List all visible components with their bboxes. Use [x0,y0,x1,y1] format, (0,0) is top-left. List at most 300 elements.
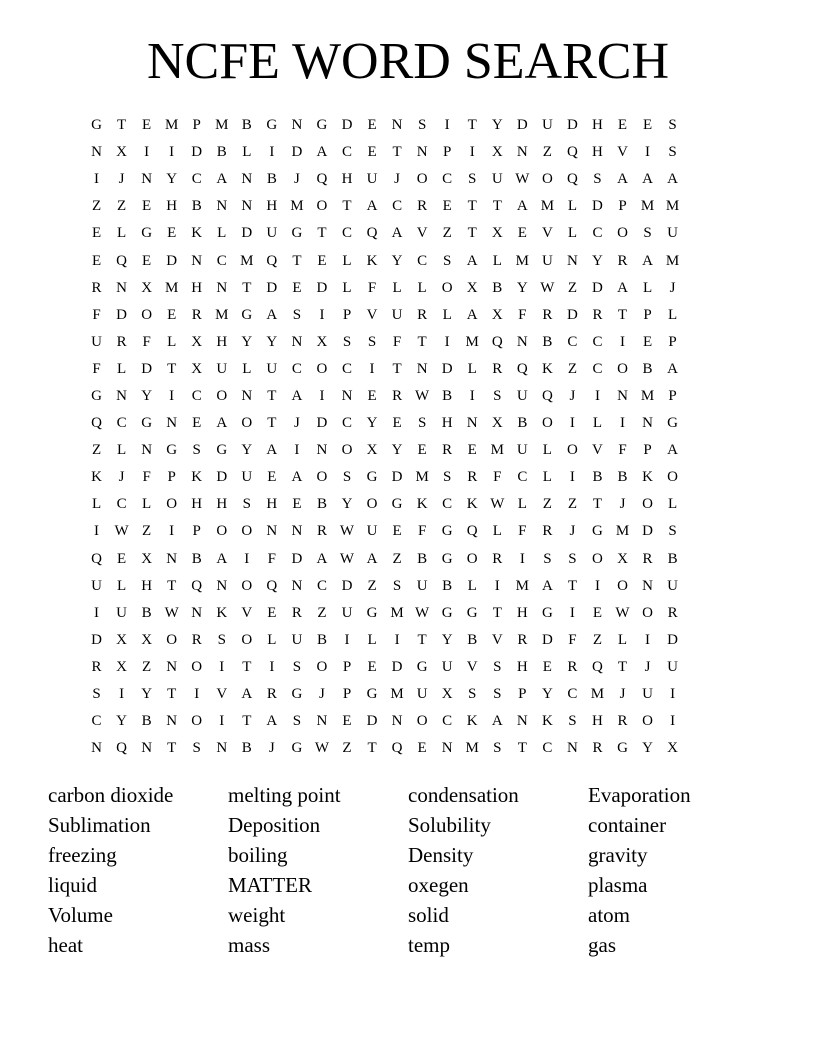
grid-letter: Z [592,631,603,648]
grid-letter: E [342,713,352,730]
grid-letter: N [516,333,528,350]
grid-letter: V [541,225,553,242]
grid-letter: M [615,523,630,540]
grid-letter: L [492,523,502,540]
grid-letter: A [266,713,278,730]
grid-letter: Z [567,279,577,296]
grid-letter: F [392,333,402,350]
grid-letter: G [541,604,553,621]
grid-letter: N [291,523,303,540]
grid-letter: D [391,658,403,675]
grid-letter: C [291,360,302,377]
grid-letter: H [266,198,278,215]
grid-letter: T [592,496,603,513]
grid-letter: C [191,387,202,404]
grid-letter: R [392,387,403,404]
grid-letter: E [417,442,427,459]
grid-letter: U [366,523,378,540]
grid-letter: N [166,550,178,567]
grid-letter: O [416,171,428,188]
grid-letter: D [592,198,603,215]
word-list-item: plasma [588,873,648,897]
grid-letter: L [668,306,678,323]
grid-letter: E [467,442,477,459]
word-list-item: liquid [48,873,98,897]
grid-letter: Z [116,198,127,215]
grid-letter: T [467,117,477,134]
grid-letter: I [144,144,150,161]
grid-letter: D [516,117,528,134]
grid-letter: X [141,631,153,648]
grid-letter: N [341,387,353,404]
grid-letter: I [494,577,500,594]
grid-letter: O [191,658,203,675]
grid-letter: N [466,415,478,432]
grid-letter: M [215,306,229,323]
grid-letter: N [642,415,653,432]
grid-letter: B [417,550,428,567]
grid-letter: L [492,252,502,269]
grid-letter: L [467,360,477,377]
grid-letter: E [642,333,653,350]
grid-letter: U [491,171,503,188]
grid-letter: B [617,469,628,486]
grid-letter: E [167,306,177,323]
grid-letter: D [291,144,303,161]
grid-letter: M [465,333,479,350]
grid-letter: V [592,442,603,459]
grid-letter: L [342,279,352,296]
grid-row [84,247,736,274]
grid-letter: B [316,496,327,513]
grid-letter: Q [491,333,503,350]
grid-letter: H [216,496,228,513]
grid-letter: R [191,306,202,323]
grid-letter: O [216,523,228,540]
grid-letter: M [540,198,555,215]
grid-letter: N [416,144,428,161]
grid-letter: S [292,713,302,730]
grid-letter: Z [142,523,152,540]
grid-letter: I [169,144,175,161]
grid-letter: R [91,658,102,675]
grid-letter: X [366,442,378,459]
grid-letter: C [392,198,403,215]
grid-letter: F [367,279,377,296]
grid-letter: N [216,198,228,215]
grid-letter: A [541,577,553,594]
grid-letter: J [118,171,125,188]
grid-letter: O [617,225,628,242]
grid-letter: G [592,523,603,540]
word-list-item: Density [408,843,474,867]
grid-letter: L [367,631,377,648]
grid-letter: P [342,686,352,703]
grid-letter: N [391,713,403,730]
grid-letter: U [541,117,553,134]
grid-letter: N [291,577,303,594]
grid-letter: U [416,577,428,594]
grid-letter: N [516,144,528,161]
grid-letter: F [493,469,502,486]
grid-letter: T [167,740,177,757]
grid-letter: P [192,117,201,134]
grid-letter: D [566,117,578,134]
grid-letter: D [141,360,153,377]
grid-letter: E [292,279,302,296]
word-list-item: container [588,813,667,837]
grid-row [84,681,736,708]
grid-letter: R [417,198,428,215]
grid-letter: U [441,658,453,675]
grid-letter: E [542,658,552,675]
grid-letter: B [642,360,653,377]
grid-letter: H [441,415,453,432]
grid-letter: I [319,306,325,323]
grid-letter: S [392,577,402,594]
grid-letter: I [369,360,375,377]
grid-letter: X [316,333,328,350]
grid-letter: Y [366,415,378,432]
grid-letter: T [267,387,277,404]
grid-letter: G [141,415,153,432]
grid-letter: I [645,144,651,161]
grid-letter: R [592,740,603,757]
grid-letter: G [466,604,478,621]
grid-letter: D [316,279,328,296]
grid-letter: S [668,117,677,134]
grid-letter: S [493,740,502,757]
grid-letter: M [640,198,655,215]
grid-letter: R [116,333,127,350]
grid-letter: Q [391,740,403,757]
grid-letter: W [415,604,430,621]
grid-letter: G [291,740,303,757]
grid-letter: Y [391,442,403,459]
word-list-item: Volume [48,903,113,927]
grid-letter: K [466,713,478,730]
grid-letter: L [467,577,477,594]
grid-letter: N [141,171,153,188]
grid-letter: O [541,415,553,432]
grid-letter: L [567,198,577,215]
grid-letter: L [642,279,653,296]
grid-letter: N [191,252,203,269]
grid-letter: X [116,631,127,648]
grid-letter: N [266,523,278,540]
grid-letter: P [668,387,677,404]
grid-letter: X [141,279,153,296]
grid-letter: G [91,387,102,404]
grid-letter: S [468,686,477,703]
grid-letter: E [417,740,427,757]
grid-letter: G [216,442,228,459]
grid-row [84,112,736,139]
grid-letter: N [216,279,228,296]
grid-letter: M [590,686,605,703]
grid-row [84,220,736,247]
grid-row [84,708,736,735]
grid-letter: M [164,279,179,296]
grid-letter: D [642,523,653,540]
grid-letter: C [316,577,327,594]
grid-letter: H [592,117,603,134]
grid-letter: L [217,225,227,242]
grid-letter: S [468,171,477,188]
grid-row [84,735,736,762]
grid-letter: W [490,496,505,513]
grid-letter: X [116,144,127,161]
grid-letter: Y [391,252,403,269]
grid-letter: C [542,740,553,757]
grid-letter: T [417,333,427,350]
grid-letter: M [490,442,504,459]
grid-letter: G [416,658,428,675]
grid-letter: W [164,604,179,621]
grid-letter: J [669,279,676,296]
grid-letter: O [316,360,328,377]
grid-letter: S [342,469,352,486]
grid-letter: E [116,550,127,567]
grid-letter: N [291,333,303,350]
grid-letter: B [316,631,327,648]
grid-letter: U [416,686,428,703]
grid-letter: B [667,550,678,567]
grid-letter: I [670,713,676,730]
grid-row [84,600,736,627]
grid-letter: S [493,686,502,703]
grid-letter: B [492,279,503,296]
grid-letter: U [667,225,679,242]
grid-letter: I [469,387,475,404]
grid-letter: T [342,198,352,215]
grid-letter: X [491,225,503,242]
grid-letter: A [667,360,679,377]
word-list-item: temp [408,933,450,957]
grid-letter: Z [542,144,552,161]
grid-letter: A [316,550,328,567]
grid-letter: J [569,387,576,404]
grid-letter: G [391,496,403,513]
grid-letter: N [316,713,328,730]
grid-letter: L [242,144,252,161]
grid-letter: T [267,415,277,432]
word-list-item: Solubility [408,813,491,837]
grid-letter: T [367,740,377,757]
grid-letter: F [142,333,151,350]
word-list-item: Deposition [228,813,321,837]
grid-letter: H [141,577,153,594]
grid-letter: J [569,523,576,540]
grid-letter: G [291,686,303,703]
grid-letter: C [567,333,578,350]
grid-letter: M [640,387,655,404]
grid-letter: A [291,469,303,486]
grid-letter: Z [142,658,152,675]
grid-letter: Q [592,658,603,675]
grid-letter: O [617,577,628,594]
grid-letter: N [91,740,102,757]
grid-letter: W [314,740,330,757]
grid-letter: D [116,306,127,323]
grid-letter: H [191,496,203,513]
grid-letter: R [291,604,302,621]
grid-letter: O [241,631,253,648]
grid-letter: E [392,523,402,540]
grid-letter: O [366,496,378,513]
grid-letter: E [442,198,452,215]
grid-letter: X [466,279,478,296]
grid-letter: R [91,279,102,296]
grid-letter: S [217,631,226,648]
grid-letter: K [191,469,203,486]
grid-letter: F [267,550,277,567]
grid-letter: O [316,198,328,215]
grid-letter: R [542,306,553,323]
grid-letter: A [491,713,503,730]
grid-letter: B [141,604,152,621]
grid-letter: I [94,171,100,188]
grid-letter: C [341,360,352,377]
grid-letter: U [91,333,102,350]
grid-letter: R [492,550,503,567]
grid-row [84,302,736,329]
grid-letter: U [291,631,303,648]
grid-letter: M [290,198,304,215]
grid-letter: O [592,550,603,567]
grid-letter: F [518,523,527,540]
grid-letter: T [617,306,628,323]
grid-letter: O [642,496,653,513]
grid-letter: A [266,442,278,459]
grid-letter: O [241,523,253,540]
grid-letter: M [465,740,479,757]
grid-letter: C [341,144,352,161]
grid-letter: U [516,387,528,404]
grid-letter: E [367,387,377,404]
grid-letter: G [166,442,178,459]
grid-letter: Y [141,686,153,703]
grid-letter: Z [91,198,102,215]
grid-letter: M [390,686,404,703]
grid-letter: I [294,442,300,459]
grid-letter: I [444,117,450,134]
grid-letter: L [392,279,402,296]
grid-letter: G [141,225,153,242]
grid-letter: U [241,469,253,486]
grid-letter: T [167,577,177,594]
grid-letter: O [541,171,553,188]
grid-letter: W [339,550,355,567]
grid-letter: L [91,496,102,513]
grid-letter: L [592,415,603,432]
grid-letter: I [269,144,275,161]
grid-letter: I [94,604,100,621]
grid-letter: L [542,469,552,486]
grid-letter: V [216,686,228,703]
grid-letter: Z [342,740,352,757]
grid-letter: W [339,523,355,540]
grid-letter: G [291,225,303,242]
grid-letter: N [241,198,253,215]
grid-letter: I [569,604,575,621]
grid-letter: A [466,306,478,323]
grid-letter: H [341,171,353,188]
grid-letter: O [441,279,453,296]
grid-letter: E [267,469,277,486]
grid-letter: I [670,686,676,703]
grid-letter: A [291,387,303,404]
word-list-item: Evaporation [588,783,691,807]
grid-letter: K [541,360,553,377]
grid-letter: A [667,171,679,188]
grid-letter: W [540,279,555,296]
grid-letter: Q [91,415,102,432]
grid-letter: K [416,496,428,513]
grid-letter: Z [367,577,377,594]
grid-letter: R [266,686,277,703]
grid-letter: C [341,415,352,432]
grid-letter: C [442,713,453,730]
grid-letter: N [191,604,203,621]
grid-letter: U [266,225,278,242]
grid-letter: R [667,604,678,621]
word-list-item: solid [408,903,449,927]
grid-letter: L [517,496,527,513]
grid-letter: L [116,360,127,377]
grid-letter: N [617,387,628,404]
grid-letter: F [518,306,527,323]
grid-row [84,193,736,220]
grid-letter: E [592,604,603,621]
grid-letter: D [91,631,102,648]
grid-letter: S [643,225,652,242]
grid-letter: S [668,144,677,161]
grid-letter: Q [466,523,478,540]
grid-letter: C [442,496,453,513]
grid-letter: J [268,740,275,757]
grid-letter: A [366,198,378,215]
grid-letter: N [141,442,153,459]
grid-letter: L [542,442,552,459]
grid-letter: X [667,740,679,757]
word-list [48,780,788,960]
grid-letter: D [291,550,303,567]
grid-letter: D [366,713,378,730]
grid-letter: F [92,306,101,323]
grid-letter: N [216,577,228,594]
grid-letter: I [620,333,625,350]
grid-letter: N [316,442,328,459]
word-list-item: freezing [48,843,117,867]
grid-letter: O [566,442,578,459]
grid-letter: T [567,577,577,594]
grid-letter: O [316,469,328,486]
grid-letter: A [316,144,328,161]
grid-letter: T [617,658,628,675]
grid-letter: H [592,713,603,730]
grid-letter: S [92,686,101,703]
grid-letter: A [216,171,228,188]
grid-letter: B [517,415,528,432]
word-list-item: MATTER [228,873,312,897]
grid-letter: N [241,387,253,404]
grid-letter: Q [116,740,127,757]
grid-letter: I [169,387,175,404]
grid-letter: T [492,604,502,621]
grid-letter: D [316,415,328,432]
grid-letter: A [466,252,478,269]
